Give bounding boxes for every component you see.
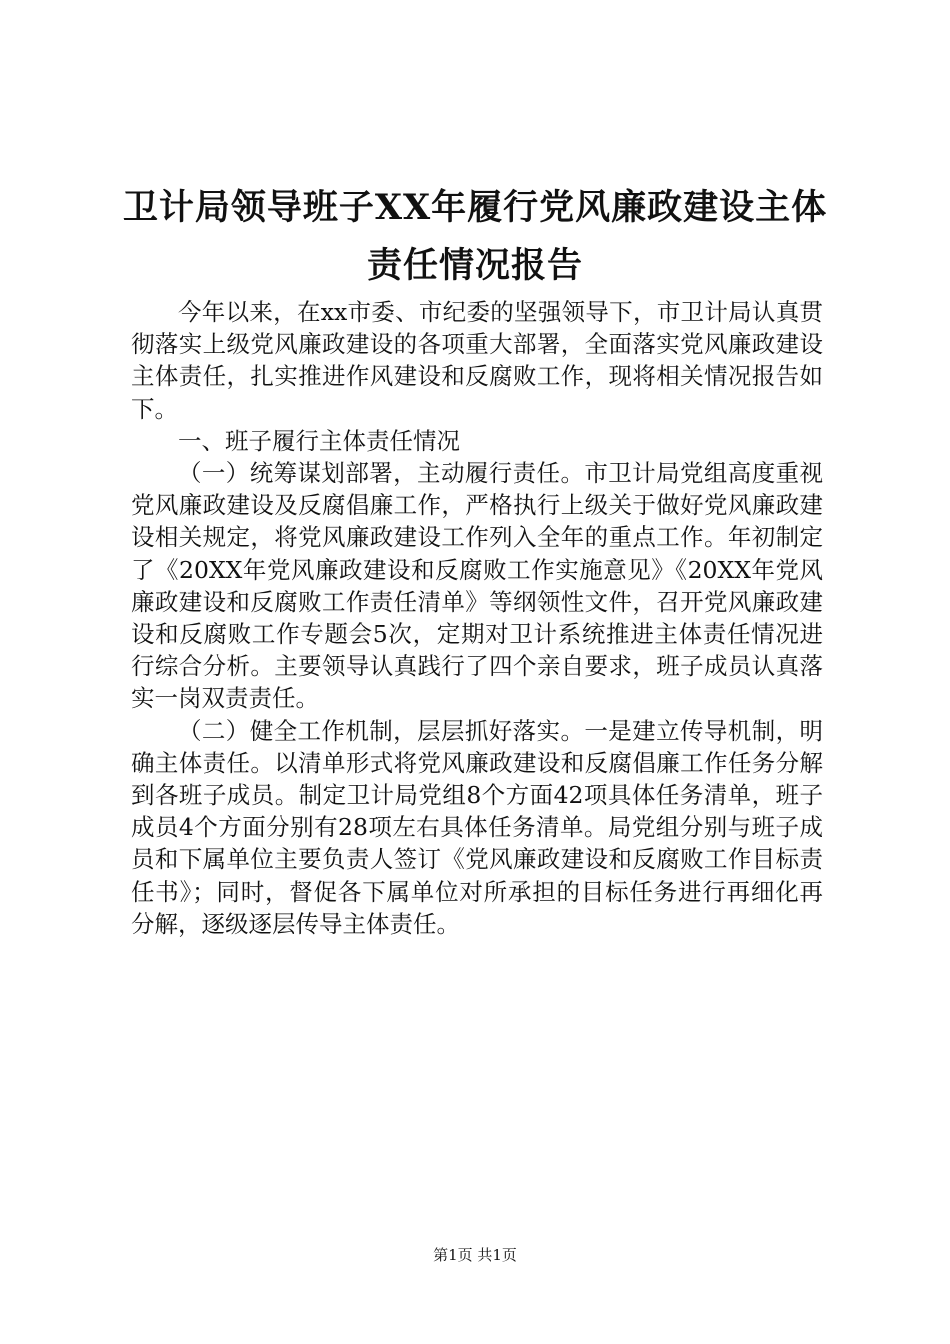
document-title-line-1: 卫计局领导班子XX年履行党风廉政建设主体 [122,187,828,228]
paragraph-subsection-2: （二）健全工作机制，层层抓好落实。一是建立传导机制，明确主体责任。以清单形式将党风廉政建设和反腐倡廉工作任务分解到各班子成员。制定卫计局党组8个方面42项具体任务清单，班子成员4个方面分别有28项左右具体任务清单。局党组分别与班子成员和下属单位主要负责人签订《党风廉政建设和反腐败工作目标责任书》；同时，督促各下属单位对所承担的目标任务进行再细化再分解，逐级逐层传导主体责任。 [131,716,823,938]
document-title-line-2: 责任情况报告 [366,245,583,286]
document-body [131,296,823,940]
section-heading: 一、班子履行主体责任情况 [178,426,460,455]
paragraph-intro: 今年以来，在xx市委、市纪委的坚强领导下，市卫计局认真贯彻落实上级党风廉政建设的各项重大部署，全面落实党风廉政建设主体责任，扎实推进作风建设和反腐败工作，现将相关情况报告如下。 [131,298,823,423]
page-footer: 第1页 共1页 [433,1246,517,1264]
paragraph-subsection-1: （一）统筹谋划部署，主动履行责任。市卫计局党组高度重视党风廉政建设及反腐倡廉工作，严格执行上级关于做好党风廉政建设相关规定，将党风廉政建设工作列入全年的重点工作。年初制定了《20XX年党风廉政建设和反腐败工作实施意见》《20XX年党风廉政建设和反腐败工作责任清单》等纲领性文件，召开党风廉政建设和反腐败工作专题会5次，定期对卫计系统推进主体责任情况进行综合分析。主要领导认真践行了四个亲自要求，班子成员认真落实一岗双责责任。 [131,459,823,713]
